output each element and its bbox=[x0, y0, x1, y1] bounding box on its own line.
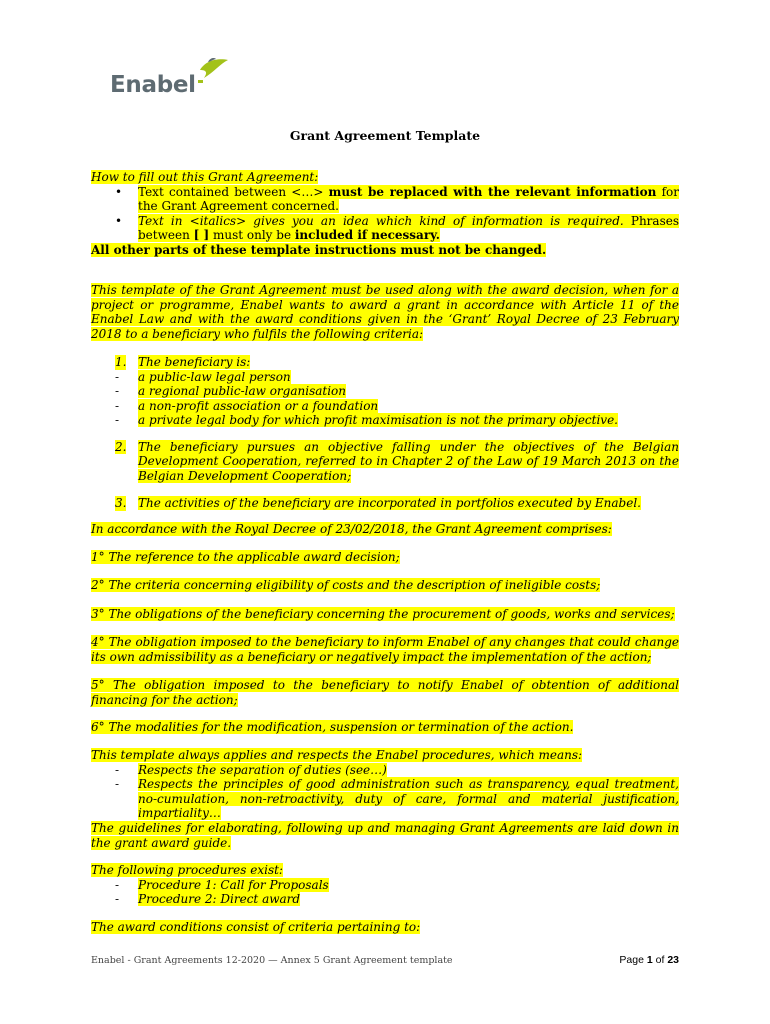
howto-heading: How to fill out this Grant Agreement: bbox=[91, 170, 319, 184]
criterion-3: 3. The activities of the beneficiary are incorporated in portfolios executed by Enabel. bbox=[115, 496, 641, 510]
guidelines-paragraph: The guidelines for elaborating, following up and managing Grant Agreements are laid down in the grant award guide. bbox=[91, 821, 679, 850]
document-title: Grant Agreement Template bbox=[289, 128, 481, 143]
procedures-intro: This template always applies and respects the Enabel procedures, which means: bbox=[91, 748, 583, 762]
criterion-1-item: a regional public-law organisation bbox=[138, 384, 346, 398]
page-number: Page 1 of 23 bbox=[619, 954, 679, 966]
criterion-1-item: a public-law legal person bbox=[138, 369, 291, 384]
comprises-item-5: 5° The obligation imposed to the beneficiary to notify Enabel of obtention of additional financing for the action; bbox=[91, 678, 679, 707]
intro-paragraph: This template of the Grant Agreement must be used along with the award decision, when for a project or programme, Enabel wants to award a grant in accordance with Article 11 of the Enabel Law and with the award conditions given in the ‘Grant’ Royal Decree of 23 February 2018 to a beneficiary who fulfils the following criteria: bbox=[91, 283, 679, 341]
award-conditions: The award conditions consist of criteria pertaining to: bbox=[91, 920, 421, 934]
comprises-item-6: 6° The modalities for the modification, suspension or termination of the action. bbox=[91, 720, 574, 734]
comprises-item-4: 4° The obligation imposed to the beneficiary to inform Enabel of any changes that could change its own admissibility as a beneficiary or negatively impact the implementation of the action; bbox=[91, 635, 679, 664]
procedure-item: Procedure 1: Call for Proposals bbox=[138, 877, 329, 892]
howto-bullet-1: • Text contained between <…> must be replaced with the relevant information for the Grant Agreement concerned. bbox=[115, 184, 680, 213]
procedures-item: Respects the principles of good administration such as transparency, equal treatment, no-cumulation, non-retroactivity, duty of care, formal and material justification, impartiality… bbox=[138, 777, 679, 820]
comprises-item-2: 2° The criteria concerning eligibility of costs and the description of ineligible costs; bbox=[91, 578, 601, 592]
procedures-exist: The following procedures exist: - Procedure 1: Call for Proposals - Procedure 2: Direct award bbox=[91, 863, 329, 906]
criterion-1: 1. The beneficiary is: bbox=[115, 355, 251, 369]
criterion-1-item: a non-profit association or a foundation bbox=[138, 398, 379, 413]
procedure-item: Procedure 2: Direct award bbox=[138, 892, 301, 906]
comprises-intro: In accordance with the Royal Decree of 23/02/2018, the Grant Agreement comprises: bbox=[91, 522, 612, 536]
enabel-logo bbox=[110, 56, 240, 102]
howto-final: All other parts of these template instructions must not be changed. bbox=[91, 242, 547, 257]
howto-bullet-2: • Text in <italics> gives you an idea which kind of information is required. Phrases between [ ] must only be included if necessary. bbox=[115, 213, 679, 242]
criterion-2: 2. The beneficiary pursues an objective falling under the objectives of the Belgian Development Cooperation, referred to in Chapter 2 of the Law of 19 March 2013 on the Belgian Development Cooperation; bbox=[115, 439, 679, 483]
procedures-item: Respects the separation of duties (see…) bbox=[138, 762, 387, 777]
logo-text: Enabel bbox=[110, 72, 196, 98]
comprises-item-3: 3° The obligations of the beneficiary concerning the procurement of goods, works and services; bbox=[91, 607, 675, 621]
criteria-list: 1. The beneficiary is: - a public-law legal person - a regional public-law organisation - a non-profit association or a foundation - a private legal body for which profit maximisation is not the primary objective. 2. The beneficiary pursues an objective falling under the objectives of the Belgian Development Cooperation, referred to in Chapter 2 of the Law of 19 March 2013 on the Belgian Development Cooperation; 3. The activities of the beneficiary are incorporated in portfolios executed by Enabel. bbox=[91, 355, 679, 511]
footer-text: Enabel - Grant Agreements 12-2020 — Annex 5 Grant Agreement template bbox=[91, 955, 453, 966]
comprises-item-1: 1° The reference to the applicable award decision; bbox=[91, 550, 400, 564]
procedures-section: This template always applies and respects the Enabel procedures, which means: - Respects the separation of duties (see…) - Respects the principles of good administration such as transparency, equal treatment, no-cumulation, non-retroactivity, duty of care, formal and material justification, impartiality… bbox=[91, 748, 679, 820]
howto-section bbox=[91, 170, 679, 257]
criterion-1-item: a private legal body for which profit maximisation is not the primary objective. bbox=[138, 413, 618, 427]
bird-icon bbox=[196, 56, 230, 84]
